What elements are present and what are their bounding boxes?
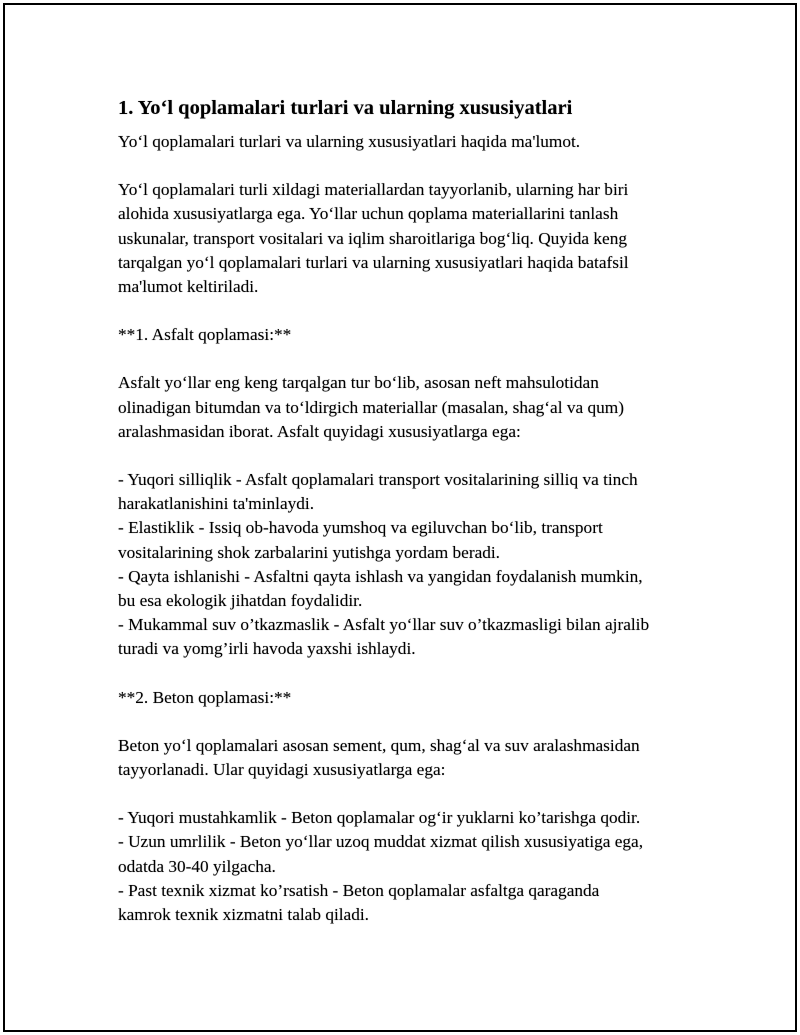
document-title: 1. Yo‘l qoplamalari turlari va ularning xususiyatlari: [118, 97, 573, 119]
concrete-intro-paragraph: Beton yo‘l qoplamalari asosan sement, qum, shag‘al va suv aralashmasidan tayyorlanadi. Ular quyidagi xususiyatlarga ega:: [118, 735, 640, 780]
asphalt-intro-paragraph: Asfalt yo‘llar eng keng tarqalgan tur bo‘lib, asosan neft mahsulotidan olinadigan bitumdan va to‘ldirgich materiallar (masalan, shag‘al va qum) aralashmasidan iborat. Asfalt quyidagi xususiyatlarga ega:: [118, 373, 624, 441]
intro-paragraph: Yo‘l qoplamalari turlari va ularning xususiyatlari haqida ma'lumot.: [118, 132, 581, 151]
document-body: [118, 93, 698, 927]
concrete-heading: **2. Beton qoplamasi:**: [118, 687, 292, 707]
concrete-properties-list: - Yuqori mustahkamlik - Beton qoplamalar og‘ir yuklarni ko’tarishga qodir. - Uzun umrlilik - Beton yo‘llar uzoq muddat xizmat qilish xususiyatiga ega, odatda 30-40 yilgacha. - Past texnik xizmat ko’rsatish - Beton qoplamalar asfaltga qaraganda kamrok texnik xizmatni talab qiladi.: [118, 808, 644, 925]
asphalt-heading: **1. Asfalt qoplamasi:**: [118, 325, 292, 345]
overview-paragraph: Yo‘l qoplamalari turli xildagi materiallardan tayyorlanib, ularning har biri alohida xususiyatlarga ega. Yo‘llar uchun qoplama materiallarini tanlash uskunalar, transport vositalari va iqlim sharoitlariga bog‘liq. Quyida keng tarqalgan yo‘l qoplamalari turlari va ularning xususiyatlari haqida batafsil ma'lumot keltiriladi.: [118, 180, 629, 297]
asphalt-properties-list: - Yuqori silliqlik - Asfalt qoplamalari transport vositalarining silliq va tinch harakatlanishini ta'minlaydi. - Elastiklik - Issiq ob-havoda yumshoq va egiluvchan bo‘lib, transport vositalarining shok zarbalarini yutishga yordam beradi. - Qayta ishlanishi - Asfaltni qayta ishlash va yangidan foydalanish mumkin, bu esa ekologik jihatdan foydalidir. - Mukammal suv o’tkazmaslik - Asfalt yo‘llar suv o’tkazmasligi bilan ajralib turadi va yomg’irli havoda yaxshi ishlaydi.: [118, 470, 650, 659]
